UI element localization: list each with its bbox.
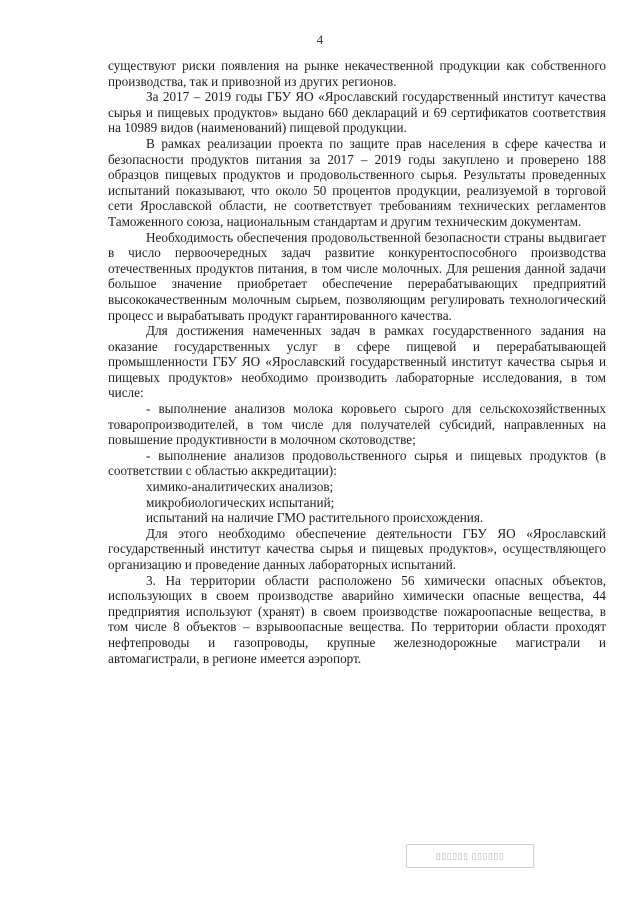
sub-item-chemical: химико-аналитических анализов; <box>146 479 334 495</box>
paragraph-food-security: Необходимость обеспечения продовольственной безопасности страны выдвигает в число первоочередных задач развитие конкурентоспособного производства отечественных продуктов питания, в том числе молочных. Для решения данной задачи большое значение приобретает обеспечение перерабатывающих предприятий высококачественным молочным сырьем, позволяющим регулировать технологический процесс и вырабатывать продукт гарантированного качества. <box>108 229 606 323</box>
sub-item-microbiological: микробиологических испытаний; <box>146 494 335 510</box>
paragraph-institute-support: Для этого необходимо обеспечение деятельности ГБУ ЯО «Ярославский государственный институт качества сырья и пищевых продуктов», осуществляющего организацию и проведение данных лабораторных испытаний. <box>108 525 606 572</box>
sub-item-gmo: испытаний на наличие ГМО растительного происхождения. <box>146 510 484 526</box>
faint-stamp-mark: ▯▯▯▯▯▯ ▯▯▯▯▯▯ <box>406 844 534 868</box>
document-body <box>108 58 606 666</box>
page-number: 4 <box>316 32 324 47</box>
paragraph-product-testing: В рамках реализации проекта по защите прав населения в сфере качества и безопасности продуктов питания за 2017 – 2019 годы закуплено и проверено 188 образцов пищевых продуктов и продовольственного сырья. Результаты проведенных испытаний показывают, что около 50 процентов продукции, реализуемой в торговой сети Ярославской области, не соответствует требованиям технических регламентов Таможенного союза, национальным стандартам и другим техническим документам. <box>108 135 606 229</box>
list-item-milk-analysis: - выполнение анализов молока коровьего сырого для сельскохозяйственных товаропроизводителей, в том числе для получателей субсидий, направленных на повышение продуктивности в молочном скотоводстве; <box>108 401 606 448</box>
paragraph-continuation: существуют риски появления на рынке некачественной продукции как собственного производства, так и привозной из других регионов. <box>108 58 606 89</box>
paragraph-declarations: За 2017 – 2019 годы ГБУ ЯО «Ярославский государственный институт качества сырья и пищевых продуктов» выдано 660 деклараций и 69 сертификатов соответствия на 10989 видов (наименований) пищевой продукции. <box>108 89 606 136</box>
paragraph-lab-tasks: Для достижения намеченных задач в рамках государственного задания на оказание государственных услуг в сфере пищевой и перерабатывающей промышленности ГБУ ЯО «Ярославский государственный институт качества сырья и пищевых продуктов» необходимо производить лабораторные исследования, в том числе: <box>108 323 606 401</box>
list-item-raw-materials-analysis: - выполнение анализов продовольственного сырья и пищевых продуктов (в соответствии с областью аккредитации): <box>108 447 606 479</box>
paragraph-hazardous-objects: 3. На территории области расположено 56 химически опасных объектов, использующих в своем производстве аварийно химически опасные вещества, 44 предприятия используют (хранят) в своем производстве пожароопасные вещества, в том числе 8 объектов – взрывоопасные вещества. По территории области проходят нефтепроводы и газопроводы, крупные железнодорожные магистрали и автомагистрали, в регионе имеется аэропорт. <box>108 572 606 666</box>
